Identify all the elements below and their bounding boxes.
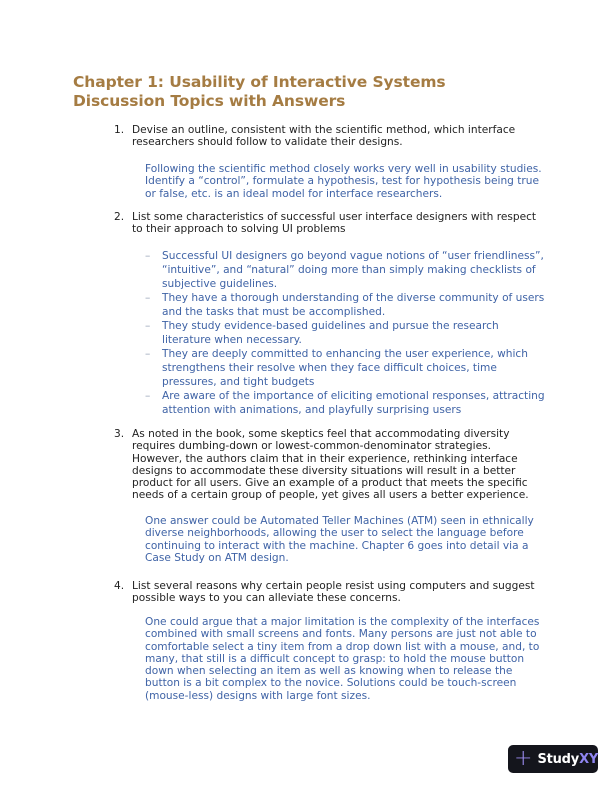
bullet-item: – They have a thorough understanding of the diverse community of users and the tasks that must be accomplished. [145,292,545,318]
answer-4: One could argue that a major limitation is the complexity of the interfaces combined with small screens and fonts. Many persons are just not able to comfortable select a tiny item from a drop down list with a mouse, and, to many, that still is a difficult concept to grasp: to hold the mouse button down when selecting an item as well as knowing when to release the button is a bit complex to the novice. Solutions could be touch-screen (mouse-less) designs with large font sizes. [145,616,540,702]
dash-icon: – [145,292,151,304]
page-title [73,73,446,111]
studyxy-badge[interactable] [508,745,598,773]
brand-name: StudyXY [537,751,599,767]
question-number: 1. [114,124,125,136]
dash-icon: – [145,348,151,360]
question-number: 2. [114,211,125,223]
answer-3: One answer could be Automated Teller Machines (ATM) seen in ethnically diverse neighborhoods, allowing the user to select the language before continuing to interact with the machine. Chapter 6 goes into detail via a Case Study on ATM design. [145,515,534,564]
dash-icon: – [145,320,151,332]
bullet-item: – They are deeply committed to enhancing the user experience, which strengthens their resolve when they face difficult choices, time pressures, and tight budgets [145,348,528,388]
title-line-2: Discussion Topics with Answers [73,92,346,110]
question-number: 3. [114,428,125,440]
question-text: As noted in the book, some skeptics feel that accommodating diversity requires dumbing-down or lowest-common-denominator strategies. However, the authors claim that in their experience, rethinking interface designs to accommodate these diversity situations will result in a better product for all users. Give an example of a product that meets the specific needs of a certain group of people, yet gives all users a better experience. [132,428,529,502]
question-text: List several reasons why certain people resist using computers and suggest possible ways to you can alleviate these concerns. [132,580,535,605]
question-1 [114,124,544,149]
bullet-item: – They study evidence-based guidelines and pursue the research literature when necessary. [145,320,499,346]
answer-2-bullet-list [145,249,545,417]
dash-icon: – [145,390,151,402]
plus-icon: + [514,746,533,771]
question-3 [114,428,544,502]
bullet-item: – Successful UI designers go beyond vague notions of “user friendliness”, “intuitive”, and “natural” doing more than simply making checklists of subjective guidelines. [145,250,544,290]
question-2 [114,211,544,236]
bullet-item: – Are aware of the importance of eliciting emotional responses, attracting attention with animations, and playfully surprising users [145,390,545,416]
question-4 [114,580,544,605]
question-text: List some characteristics of successful user interface designers with respect to their approach to solving UI problems [132,211,537,236]
question-text: Devise an outline, consistent with the scientific method, which interface researchers should follow to validate their designs. [132,124,516,149]
question-number: 4. [114,580,125,592]
answer-1: Following the scientific method closely works very well in usability studies. Identify a “control”, formulate a hypothesis, test for hypothesis being true or false, etc. is an ideal model for interface researchers. [145,163,542,200]
title-line-1: Chapter 1: Usability of Interactive Systems [73,73,446,91]
dash-icon: – [145,250,151,262]
